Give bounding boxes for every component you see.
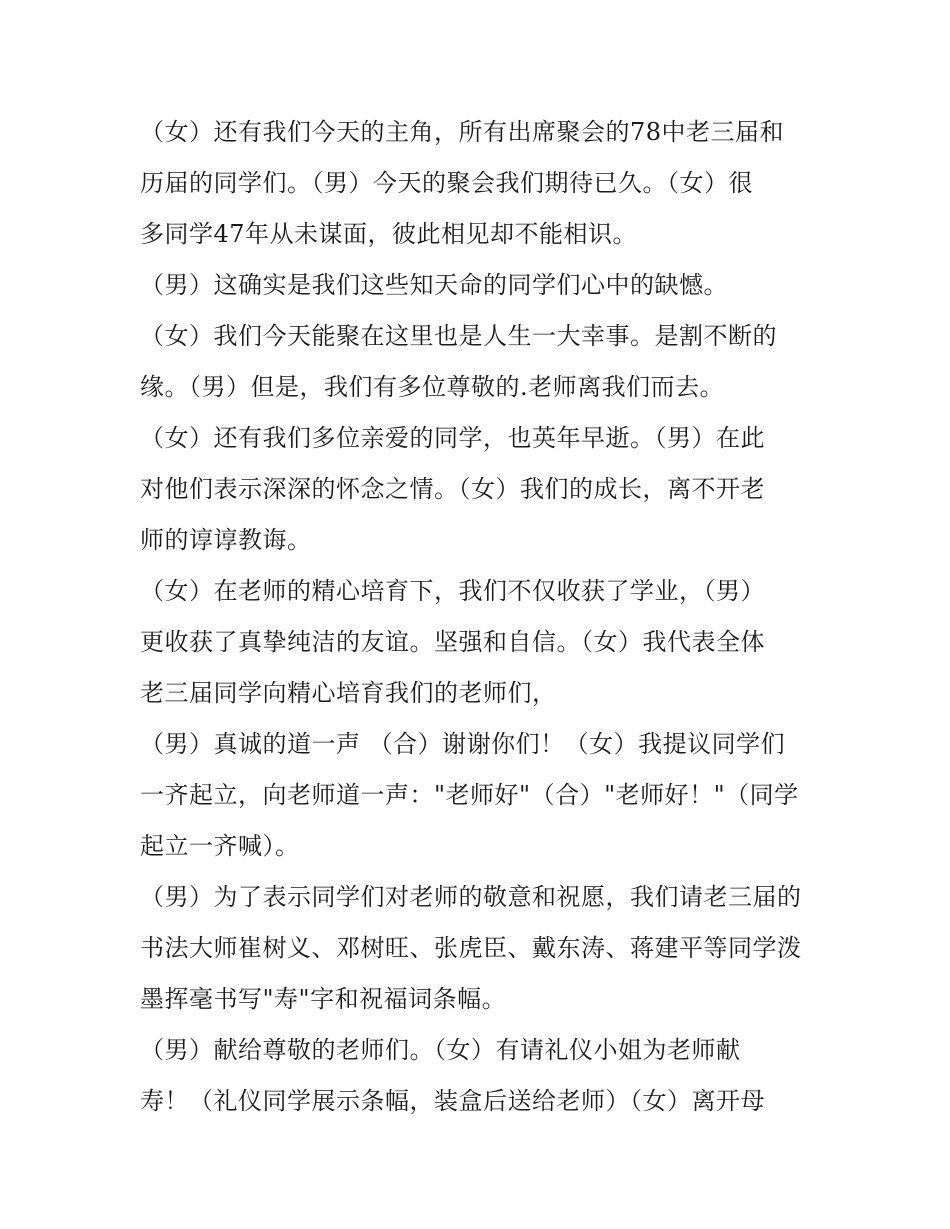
text-line: 师的谆谆教诲。 (140, 526, 312, 554)
text-line: 一齐起立，向老师道一声："老师好"（合）"老师好！"（同学 (140, 781, 799, 809)
text-line: （女）我们今天能聚在这里也是人生一大幸事。是割不断的 (140, 322, 777, 350)
text-line: 寿！（礼仪同学展示条幅，装盒后送给老师）（女）离开母 (140, 1087, 765, 1115)
text-line: 书法大师崔树义、邓树旺、张虎臣、戴东涛、蒋建平等同学泼 (140, 934, 802, 962)
text-line: （女）还有我们今天的主角，所有出席聚会的78中老三届和 (140, 118, 785, 146)
text-line: 对他们表示深深的怀念之情。（女）我们的成长，离不开老 (140, 475, 765, 503)
text-line: （男）为了表示同学们对老师的敬意和祝愿，我们请老三届的 (140, 883, 802, 911)
document-body (140, 107, 830, 1127)
text-line: （男）这确实是我们这些知天命的同学们心中的缺憾。 (140, 271, 728, 299)
text-line: （男）献给尊敬的老师们。（女）有请礼仪小姐为老师献 (140, 1036, 741, 1064)
text-line: 起立一齐喊）。 (140, 832, 300, 860)
text-line: 多同学47年从未谋面，彼此相见却不能相识。 (140, 220, 638, 248)
text-line: 更收获了真挚纯洁的友谊。坚强和自信。（女）我代表全体 (140, 628, 765, 656)
text-line: （男）真诚的道一声 （合）谢谢你们！（女）我提议同学们 (140, 730, 786, 758)
text-line: （女）在老师的精心培育下，我们不仅收获了学业，（男） (140, 577, 765, 605)
text-line: 缘。（男）但是，我们有多位尊敬的.老师离我们而去。 (140, 373, 725, 401)
text-line: （女）还有我们多位亲爱的同学，也英年早逝。（男）在此 (140, 424, 765, 452)
text-line: 历届的同学们。（男）今天的聚会我们期待已久。（女）很 (140, 169, 753, 197)
text-line: 墨挥毫书写"寿"字和祝福词条幅。 (140, 985, 507, 1013)
text-line: 老三届同学向精心培育我们的老师们， (140, 679, 557, 707)
